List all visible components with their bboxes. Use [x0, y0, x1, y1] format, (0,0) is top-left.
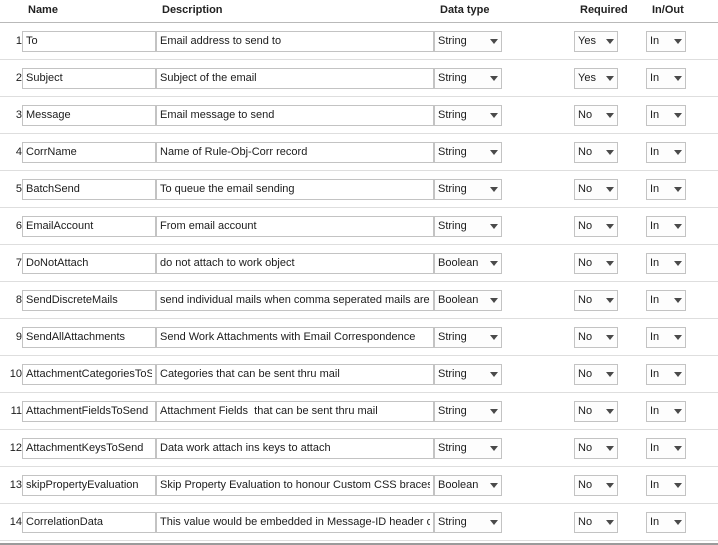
required-cell	[574, 319, 646, 356]
table-row	[0, 319, 718, 356]
data-type-cell	[434, 208, 574, 245]
parameter-description-input[interactable]	[156, 253, 434, 274]
required-select[interactable]	[574, 31, 618, 52]
parameter-description-input[interactable]	[156, 512, 434, 533]
in-out-wrapper	[646, 512, 686, 533]
in-out-select[interactable]	[646, 142, 686, 163]
data-type-wrapper	[434, 364, 502, 385]
description-cell	[156, 23, 434, 60]
description-cell	[156, 282, 434, 319]
parameter-name-input[interactable]	[22, 512, 156, 533]
data-type-cell	[434, 60, 574, 97]
data-type-wrapper	[434, 142, 502, 163]
table-row	[0, 134, 718, 171]
name-cell	[22, 430, 156, 467]
parameter-name-input[interactable]	[22, 142, 156, 163]
data-type-select[interactable]	[434, 253, 502, 274]
description-cell	[156, 467, 434, 504]
in-out-wrapper	[646, 105, 686, 126]
data-type-cell	[434, 23, 574, 60]
parameter-description-input[interactable]	[156, 105, 434, 126]
data-type-wrapper	[434, 68, 502, 89]
in-out-select[interactable]	[646, 253, 686, 274]
name-cell	[22, 282, 156, 319]
required-select[interactable]	[574, 216, 618, 237]
required-select[interactable]	[574, 179, 618, 200]
in-out-wrapper	[646, 290, 686, 311]
data-type-wrapper	[434, 327, 502, 348]
name-cell	[22, 171, 156, 208]
parameter-description-input[interactable]	[156, 290, 434, 311]
parameter-name-input[interactable]	[22, 31, 156, 52]
data-type-select[interactable]	[434, 364, 502, 385]
in-out-select[interactable]	[646, 290, 686, 311]
row-index: 6	[0, 208, 22, 245]
data-type-select[interactable]	[434, 105, 502, 126]
data-type-wrapper	[434, 290, 502, 311]
required-wrapper	[574, 216, 618, 237]
name-cell	[22, 134, 156, 171]
in-out-wrapper	[646, 327, 686, 348]
required-cell	[574, 60, 646, 97]
description-cell	[156, 208, 434, 245]
table-row	[0, 23, 718, 60]
name-cell	[22, 245, 156, 282]
name-cell	[22, 356, 156, 393]
in-out-cell	[646, 245, 718, 282]
in-out-select[interactable]	[646, 364, 686, 385]
name-cell	[22, 393, 156, 430]
data-type-select[interactable]	[434, 68, 502, 89]
data-type-select[interactable]	[434, 438, 502, 459]
name-cell	[22, 97, 156, 134]
in-out-cell	[646, 23, 718, 60]
in-out-select[interactable]	[646, 401, 686, 422]
required-cell	[574, 23, 646, 60]
in-out-select[interactable]	[646, 327, 686, 348]
row-index: 9	[0, 319, 22, 356]
table-row	[0, 60, 718, 97]
name-cell	[22, 208, 156, 245]
required-wrapper	[574, 142, 618, 163]
required-wrapper	[574, 105, 618, 126]
row-index: 3	[0, 97, 22, 134]
required-select[interactable]	[574, 438, 618, 459]
in-out-cell	[646, 60, 718, 97]
parameter-description-input[interactable]	[156, 401, 434, 422]
data-type-select[interactable]	[434, 31, 502, 52]
required-cell	[574, 208, 646, 245]
row-index: 14	[0, 504, 22, 541]
data-type-cell	[434, 282, 574, 319]
data-type-select[interactable]	[434, 512, 502, 533]
required-select[interactable]	[574, 68, 618, 89]
in-out-select[interactable]	[646, 438, 686, 459]
name-cell	[22, 23, 156, 60]
in-out-select[interactable]	[646, 512, 686, 533]
required-select[interactable]	[574, 327, 618, 348]
row-index: 1	[0, 23, 22, 60]
name-cell	[22, 467, 156, 504]
parameter-name-input[interactable]	[22, 475, 156, 496]
table-row	[0, 467, 718, 504]
row-index: 4	[0, 134, 22, 171]
required-wrapper	[574, 438, 618, 459]
table-row	[0, 356, 718, 393]
required-wrapper	[574, 253, 618, 274]
data-type-cell	[434, 504, 574, 541]
parameter-name-input[interactable]	[22, 364, 156, 385]
in-out-cell	[646, 393, 718, 430]
in-out-cell	[646, 319, 718, 356]
required-cell	[574, 282, 646, 319]
name-cell	[22, 319, 156, 356]
data-type-cell	[434, 134, 574, 171]
column-header-required: Required	[574, 0, 646, 23]
description-cell	[156, 97, 434, 134]
data-type-wrapper	[434, 216, 502, 237]
required-wrapper	[574, 327, 618, 348]
in-out-cell	[646, 504, 718, 541]
in-out-wrapper	[646, 475, 686, 496]
data-type-select[interactable]	[434, 327, 502, 348]
parameter-description-input[interactable]	[156, 438, 434, 459]
data-type-select[interactable]	[434, 475, 502, 496]
data-type-select[interactable]	[434, 290, 502, 311]
data-type-wrapper	[434, 401, 502, 422]
in-out-wrapper	[646, 216, 686, 237]
data-type-select[interactable]	[434, 142, 502, 163]
in-out-wrapper	[646, 68, 686, 89]
parameter-name-input[interactable]	[22, 105, 156, 126]
table-row	[0, 282, 718, 319]
in-out-cell	[646, 208, 718, 245]
data-type-cell	[434, 171, 574, 208]
table-row	[0, 97, 718, 134]
parameter-name-input[interactable]	[22, 327, 156, 348]
required-wrapper	[574, 364, 618, 385]
required-select[interactable]	[574, 290, 618, 311]
table-row	[0, 208, 718, 245]
in-out-cell	[646, 134, 718, 171]
data-type-wrapper	[434, 31, 502, 52]
data-type-select[interactable]	[434, 179, 502, 200]
required-select[interactable]	[574, 364, 618, 385]
row-index: 8	[0, 282, 22, 319]
in-out-select[interactable]	[646, 216, 686, 237]
parameter-description-input[interactable]	[156, 179, 434, 200]
description-cell	[156, 171, 434, 208]
required-select[interactable]	[574, 512, 618, 533]
description-cell	[156, 393, 434, 430]
in-out-wrapper	[646, 253, 686, 274]
in-out-wrapper	[646, 142, 686, 163]
table-row	[0, 393, 718, 430]
required-select[interactable]	[574, 401, 618, 422]
required-cell	[574, 430, 646, 467]
parameter-description-input[interactable]	[156, 364, 434, 385]
data-type-cell	[434, 430, 574, 467]
table-row	[0, 245, 718, 282]
parameter-name-input[interactable]	[22, 216, 156, 237]
data-type-wrapper	[434, 179, 502, 200]
table-row	[0, 430, 718, 467]
parameter-name-input[interactable]	[22, 438, 156, 459]
row-index: 11	[0, 393, 22, 430]
row-index: 7	[0, 245, 22, 282]
required-wrapper	[574, 179, 618, 200]
parameter-name-input[interactable]	[22, 68, 156, 89]
data-type-wrapper	[434, 475, 502, 496]
description-cell	[156, 60, 434, 97]
row-index: 12	[0, 430, 22, 467]
table-row	[0, 171, 718, 208]
required-wrapper	[574, 290, 618, 311]
required-wrapper	[574, 31, 618, 52]
parameter-description-input[interactable]	[156, 68, 434, 89]
in-out-cell	[646, 282, 718, 319]
description-cell	[156, 319, 434, 356]
in-out-cell	[646, 171, 718, 208]
in-out-select[interactable]	[646, 31, 686, 52]
column-header-description: Description	[156, 0, 434, 23]
parameter-description-input[interactable]	[156, 327, 434, 348]
data-type-wrapper	[434, 438, 502, 459]
in-out-select[interactable]	[646, 105, 686, 126]
column-header-data-type: Data type	[434, 0, 574, 23]
required-cell	[574, 245, 646, 282]
data-type-cell	[434, 467, 574, 504]
required-cell	[574, 504, 646, 541]
required-select[interactable]	[574, 142, 618, 163]
row-index: 10	[0, 356, 22, 393]
required-wrapper	[574, 68, 618, 89]
required-select[interactable]	[574, 105, 618, 126]
parameter-name-input[interactable]	[22, 253, 156, 274]
name-cell	[22, 504, 156, 541]
data-type-cell	[434, 356, 574, 393]
description-cell	[156, 356, 434, 393]
row-index: 13	[0, 467, 22, 504]
row-index: 2	[0, 60, 22, 97]
parameter-name-input[interactable]	[22, 290, 156, 311]
column-header-in-out: In/Out	[646, 0, 718, 23]
in-out-cell	[646, 467, 718, 504]
data-type-cell	[434, 245, 574, 282]
in-out-wrapper	[646, 438, 686, 459]
required-wrapper	[574, 401, 618, 422]
in-out-select[interactable]	[646, 68, 686, 89]
parameter-name-input[interactable]	[22, 401, 156, 422]
required-wrapper	[574, 512, 618, 533]
description-cell	[156, 134, 434, 171]
required-cell	[574, 356, 646, 393]
name-cell	[22, 60, 156, 97]
parameter-description-input[interactable]	[156, 142, 434, 163]
data-type-select[interactable]	[434, 401, 502, 422]
table-body	[0, 23, 718, 541]
in-out-wrapper	[646, 31, 686, 52]
parameter-name-input[interactable]	[22, 179, 156, 200]
column-header-name: Name	[22, 0, 156, 23]
data-type-cell	[434, 393, 574, 430]
data-type-select[interactable]	[434, 216, 502, 237]
data-type-wrapper	[434, 253, 502, 274]
data-type-wrapper	[434, 512, 502, 533]
required-cell	[574, 393, 646, 430]
required-select[interactable]	[574, 253, 618, 274]
description-cell	[156, 504, 434, 541]
description-cell	[156, 430, 434, 467]
row-index: 5	[0, 171, 22, 208]
description-cell	[156, 245, 434, 282]
parameter-description-input[interactable]	[156, 216, 434, 237]
in-out-cell	[646, 356, 718, 393]
table-row	[0, 504, 718, 541]
required-cell	[574, 97, 646, 134]
table-header-row	[0, 0, 718, 23]
parameter-description-input[interactable]	[156, 475, 434, 496]
in-out-wrapper	[646, 401, 686, 422]
in-out-select[interactable]	[646, 179, 686, 200]
in-out-wrapper	[646, 364, 686, 385]
required-wrapper	[574, 475, 618, 496]
in-out-cell	[646, 430, 718, 467]
required-cell	[574, 134, 646, 171]
required-cell	[574, 171, 646, 208]
column-header-index	[0, 0, 22, 23]
data-type-cell	[434, 319, 574, 356]
data-type-cell	[434, 97, 574, 134]
in-out-wrapper	[646, 179, 686, 200]
required-cell	[574, 467, 646, 504]
data-type-wrapper	[434, 105, 502, 126]
required-select[interactable]	[574, 475, 618, 496]
parameter-description-input[interactable]	[156, 31, 434, 52]
in-out-cell	[646, 97, 718, 134]
in-out-select[interactable]	[646, 475, 686, 496]
